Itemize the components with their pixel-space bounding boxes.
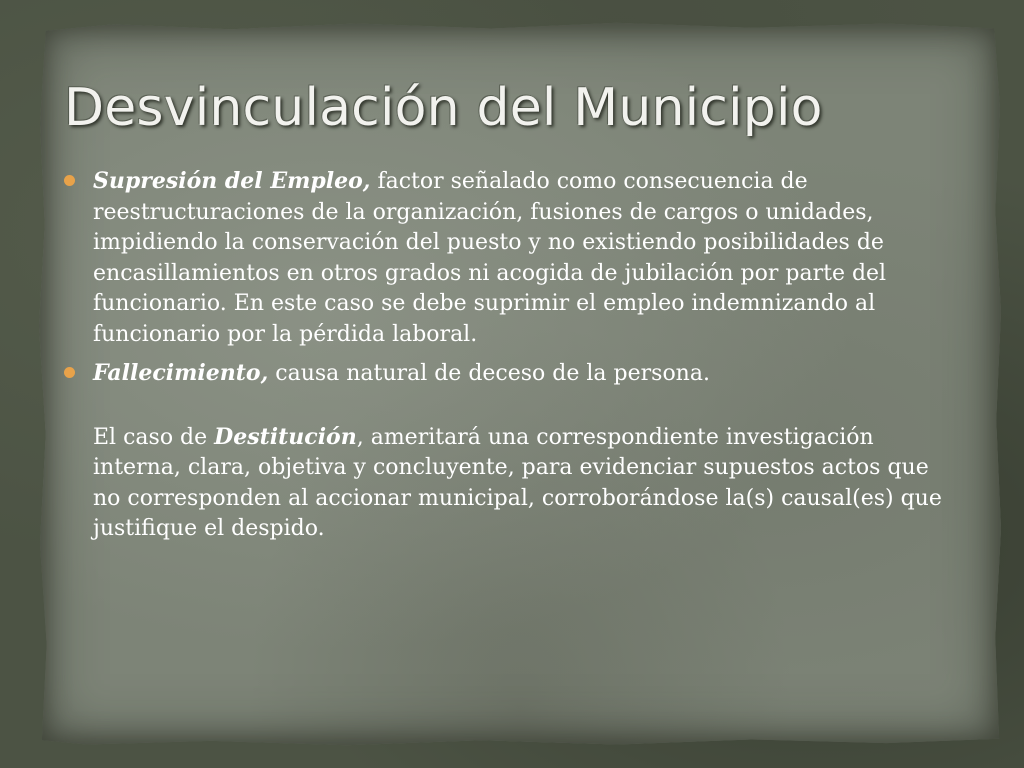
bullet-text: factor señalado como consecuencia de reestructuraciones de la organización, fusiones de cargos o unidades, impidiendo la conservación del puesto y no existiendo posibilidades de encasillamientos en otros grados ni acogida de jubilación por parte del funcionario. En este caso se debe suprimir el empleo indemnizando al funcionario por la pérdida laboral. (93, 169, 887, 347)
bullet-item-fallecimiento (62, 358, 952, 390)
bullet-lead: Supresión del Empleo, (93, 168, 371, 194)
bullet-item-supresion (62, 166, 952, 350)
paragraph-text-after: , ameritará una correspondiente investigación interna, clara, objetiva y concluyente, para evidenciar supuestos actos que no corresponden al accionar municipal, corroborándose la(s) causal(es) que justifique el despido. (93, 424, 942, 541)
bullet-text: causa natural de deceso de la persona. (268, 361, 710, 386)
bullet-dot-icon (64, 367, 75, 378)
paragraph-destitucion (62, 422, 952, 545)
paragraph-text-before: El caso de (93, 424, 215, 450)
slide-title: Desvinculación del Municipio (64, 78, 823, 138)
slide-body (62, 166, 952, 545)
paragraph-emphasis: Destitución (214, 423, 357, 450)
bullet-dot-icon (64, 175, 75, 186)
bullet-lead: Fallecimiento, (93, 360, 269, 386)
